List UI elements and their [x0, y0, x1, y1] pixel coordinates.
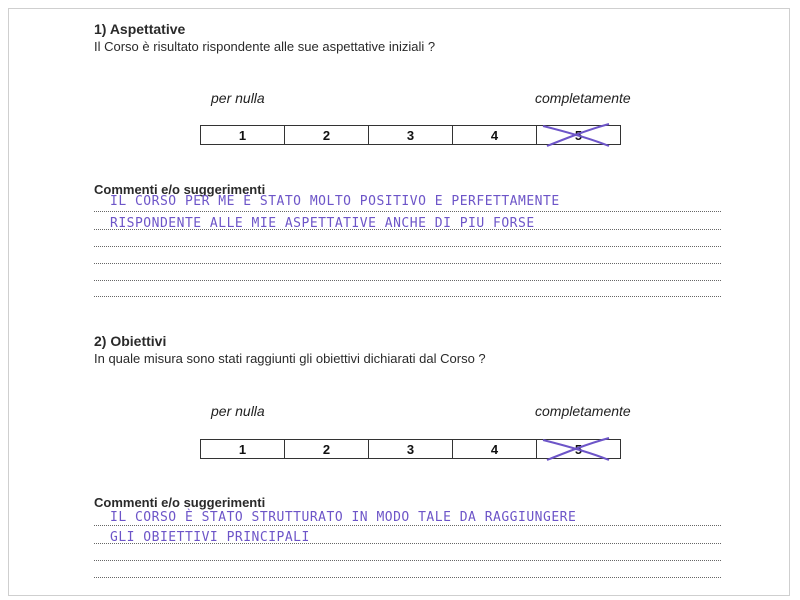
- handwritten-comment-2-line-2: GLI OBIETTIVI PRINCIPALI: [110, 530, 310, 545]
- comment-line[interactable]: [94, 560, 721, 561]
- handwritten-comment-1-line-2: RISPONDENTE ALLE MIE ASPETTATIVE ANCHE DI PIU FORSE: [110, 216, 535, 231]
- comment-line[interactable]: [94, 280, 721, 281]
- comment-line[interactable]: [94, 577, 721, 578]
- comment-line[interactable]: [94, 246, 721, 247]
- rating-option-5-selected[interactable]: [537, 440, 620, 458]
- comments-label-2: Commenti e/o suggerimenti: [94, 495, 266, 510]
- scale-low-label: per nulla: [211, 90, 265, 106]
- section-title-aspettative: 1) Aspettative: [94, 21, 186, 37]
- rating-option-3[interactable]: 3: [369, 440, 453, 458]
- question-aspettative: Il Corso è risultato rispondente alle sue aspettative iniziali ?: [94, 39, 436, 54]
- section-title-obiettivi: 2) Obiettivi: [94, 333, 167, 349]
- rating-value-5: 5: [574, 127, 583, 143]
- rating-option-1[interactable]: 1: [201, 440, 285, 458]
- scale-high-label: completamente: [535, 90, 631, 106]
- scale-high-label: completamente: [535, 403, 631, 419]
- rating-option-4[interactable]: 4: [453, 126, 537, 144]
- rating-scale-obiettivi: [200, 439, 621, 459]
- handwritten-comment-1-line-1: IL CORSO PER ME È STATO MOLTO POSITIVO E PERFETTAMENTE: [110, 194, 560, 209]
- rating-option-2[interactable]: 2: [285, 126, 369, 144]
- comments-label-1: Commenti e/o suggerimenti: [94, 182, 266, 197]
- rating-option-1[interactable]: 1: [201, 126, 285, 144]
- cross-mark-icon: [537, 436, 621, 462]
- rating-option-4[interactable]: 4: [453, 440, 537, 458]
- rating-option-3[interactable]: 3: [369, 126, 453, 144]
- comment-line[interactable]: [94, 543, 721, 544]
- comment-line[interactable]: [94, 211, 721, 212]
- question-obiettivi: In quale misura sono stati raggiunti gli obiettivi dichiarati dal Corso ?: [94, 351, 486, 366]
- cross-mark-icon: [537, 122, 621, 148]
- rating-option-2[interactable]: 2: [285, 440, 369, 458]
- comment-line[interactable]: [94, 263, 721, 264]
- handwritten-comment-2-line-1: IL CORSO È STATO STRUTTURATO IN MODO TALE DA RAGGIUNGERE: [110, 510, 577, 525]
- rating-scale-aspettative: [200, 125, 621, 145]
- comment-line[interactable]: [94, 525, 721, 526]
- comment-line[interactable]: [94, 229, 721, 230]
- comment-line[interactable]: [94, 296, 721, 297]
- rating-value-5: 5: [574, 441, 583, 457]
- scale-low-label: per nulla: [211, 403, 265, 419]
- rating-option-5-selected[interactable]: [537, 126, 620, 144]
